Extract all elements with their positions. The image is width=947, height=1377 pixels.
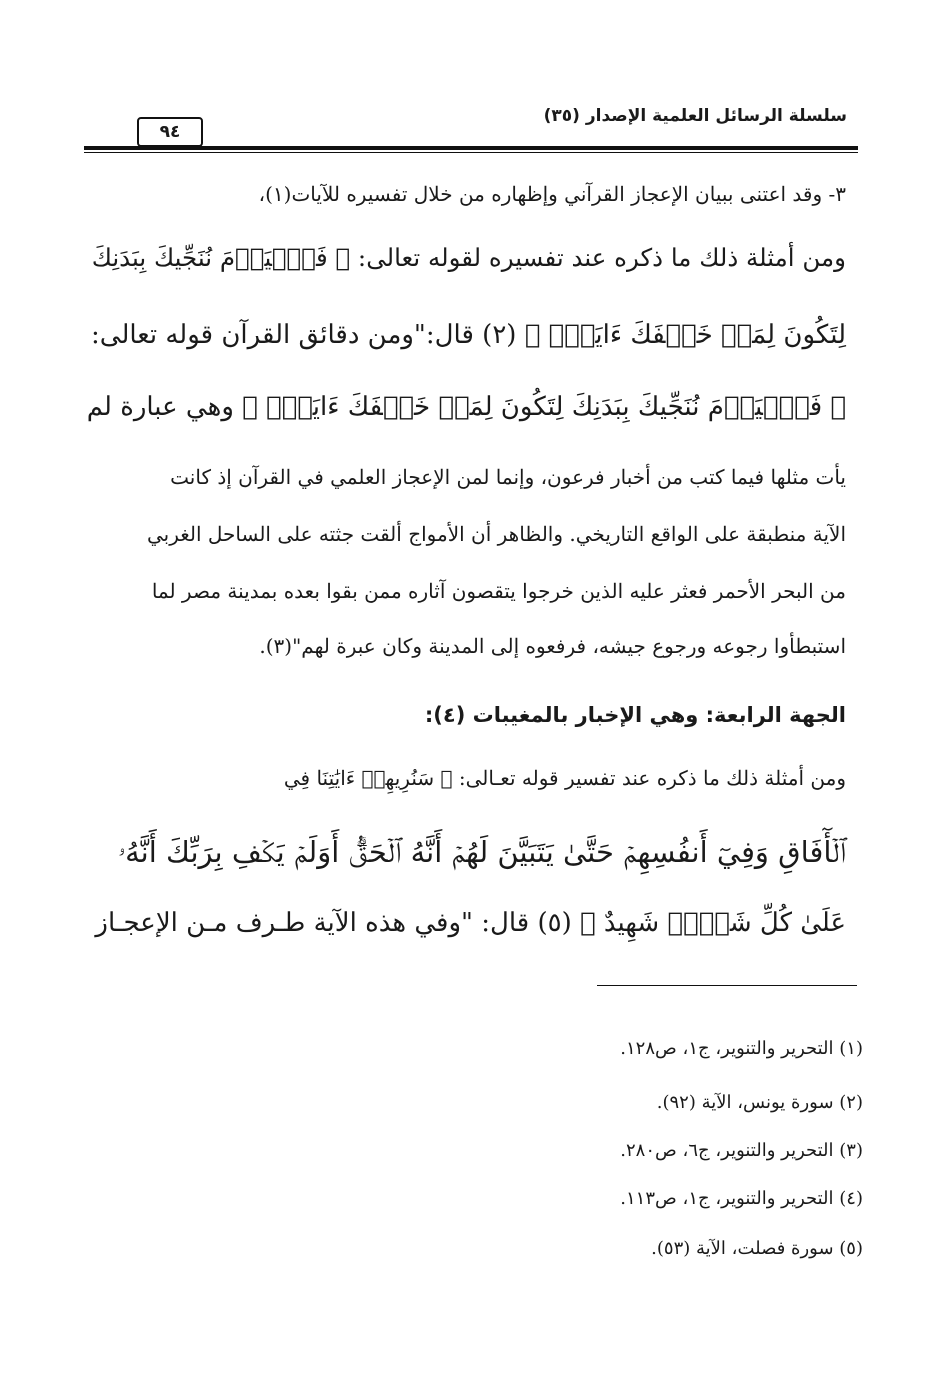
text-line: ٣- وقد اعتنى ببيان الإعجاز القرآني وإظهاره من خلال تفسيره للآيات(١)، — [258, 182, 846, 206]
header-rule-thick — [84, 146, 858, 150]
text-line: ومن أمثلة ذلك ما ذكره عند تفسير قوله تعـالى: ﴿ سَنُرِيهِمۡ ءَايَٰتِنَا فِي — [283, 766, 846, 790]
series-title: سلسلة الرسائل العلمية الإصدار (٣٥) — [543, 106, 847, 126]
text-line: الآية منطبقة على الواقع التاريخي. والظاهر أن الأمواج ألقت جثته على الساحل الغربي — [146, 522, 846, 546]
page-number: ٩٤ — [137, 117, 203, 147]
footnote-separator — [597, 985, 857, 986]
header-rule-thin — [84, 152, 858, 153]
text-line: ٱلۡأٓفَاقِ وَفِيٓ أَنفُسِهِمۡ حَتَّىٰ يَتَبَيَّنَ لَهُمۡ أَنَّهُ ٱلۡحَقُّۗ أَوَلَمۡ يَكۡفِ بِرَبِّكَ أَنَّهُۥ — [117, 835, 846, 869]
text-line: من البحر الأحمر فعثر عليه الذين خرجوا يتقصون آثاره ممن بقوا بعده بمدينة مصر لما — [151, 579, 846, 603]
text-line: ومن أمثلة ذلك ما ذكره عند تفسيره لقوله تعالى: ﴿ فَٱلۡيَوۡمَ نُنَجِّيكَ بِبَدَنِكَ — [91, 243, 846, 272]
text-line: ﴿ فَٱلۡيَوۡمَ نُنَجِّيكَ بِبَدَنِكَ لِتَكُونَ لِمَنۡ خَلۡفَكَ ءَايَةٗۚ ﴾ وهي عبارة لم — [86, 392, 846, 422]
footnote: (٢) سورة يونس، الآية (٩٢). — [656, 1092, 863, 1113]
footnote: (٤) التحرير والتنوير، ج١، ص١١٣. — [620, 1188, 863, 1209]
section-heading: الجهة الرابعة: وهي الإخبار بالمغيبات (٤): — [424, 703, 846, 727]
text-line: لِتَكُونَ لِمَنۡ خَلۡفَكَ ءَايَةٗۚ ﴾ (٢) قال:"ومن دقائق القرآن قوله تعالى: — [91, 320, 846, 350]
text-line: استبطأوا رجوعه ورجوع جيشه، فرفعوه إلى المدينة وكان عبرة لهم"(٣). — [259, 634, 846, 658]
text-line: عَلَىٰ كُلِّ شَيۡءٖ شَهِيدٌ ﴾ (٥) قال: "وفي هذه الآية طـرف مـن الإعجـاز — [95, 908, 846, 938]
footnote: (٥) سورة فصلت، الآية (٥٣). — [651, 1238, 863, 1259]
footnote: (١) التحرير والتنوير، ج١، ص١٢٨. — [620, 1038, 863, 1059]
text-line: يأت مثلها فيما كتب من أخبار فرعون، وإنما لمن الإعجاز العلمي في القرآن إذ كانت — [170, 465, 846, 489]
footnote: (٣) التحرير والتنوير، ج٦، ص٢٨٠. — [620, 1140, 863, 1161]
